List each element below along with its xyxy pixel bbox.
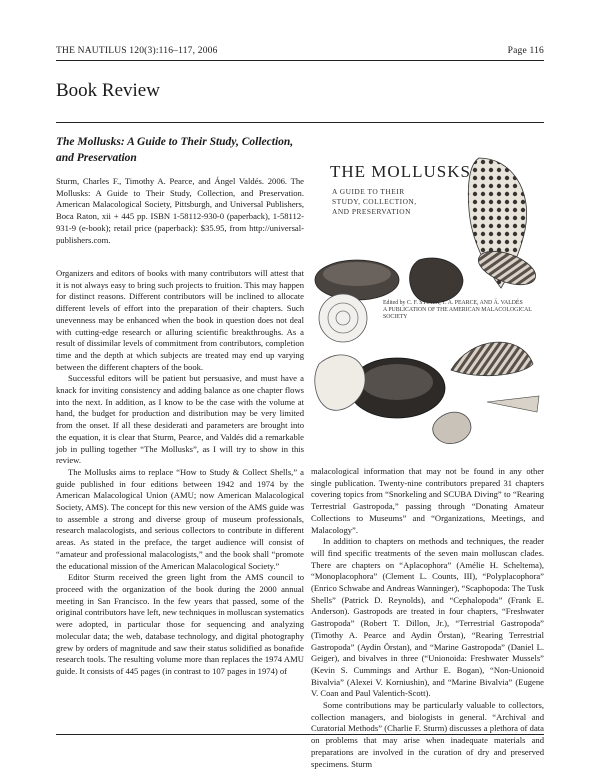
body-column-right <box>311 466 544 770</box>
body-column-left <box>56 268 304 678</box>
small-snail-icon <box>433 412 471 443</box>
cover-editors-line: Edited by C. F. STURM, T. A. PEARCE, AND Á. VALDÉS <box>383 300 523 306</box>
spiral-shell-icon <box>319 294 367 342</box>
paragraph-3: The Mollusks aims to replace “How to Study & Collect Shells,” a guide published in four editions between 1942 and 1974 by the American Malacological Union (AMU; now American Malacological Society, AMS). The concept for this new version of the AMS guide was to assemble a strong and diverse group of museum professionals, research malacologists, and serious collectors to contribute in different areas. As stated in the preface, the target audience will consist of “amateur and professional malacologists,” and the book shall “promote the educational mission of the American Malacological Society.” <box>56 466 304 571</box>
section-title: Book Review <box>56 80 160 101</box>
page-number: Page 116 <box>507 46 544 56</box>
paragraph-2: Successful editors will be patient but persuasive, and must have a knack for inviting consistency and adding balance as one chapter flows into the next. In addition, as I know to be the case with the volume at hand, the budget for production and distribution may be very limited from the onset. If all these desiderati and parameters are brought into the equation, it is clear that Sturm, Pearce, and Valdés did a remarkable job in pulling together “The Mollusks”, as I will try to show in this review. <box>56 373 304 466</box>
book-cover-image <box>311 150 544 456</box>
paragraph-4-continued: malacological information that may not be found in any other single publication. Twenty-nine contributors prepared 31 chapters covering topics from “Snorkeling and SCUBA Diving” to “Rearing Terrestrial Gastropoda,” passing through “Donating Amateur Collections to Museums” and “Organizations, Meetings, and Malacology”. <box>311 466 544 535</box>
header-rule <box>56 60 544 61</box>
footer-rule <box>56 734 544 735</box>
dark-clam-icon <box>410 258 463 303</box>
cover-subtitle: A GUIDE TO THEIR STUDY, COLLECTION, AND PRESERVATION <box>332 187 417 216</box>
book-title: The Mollusks: A Guide to Their Study, Collection, and Preservation <box>56 136 294 164</box>
cover-title: THE MOLLUSKS <box>330 162 471 181</box>
book-citation: Sturm, Charles F., Timothy A. Pearce, and Ángel Valdés. 2006. The Mollusks: A Guide to Their Study, Collection, and Preservation. American Malacological Society, Pittsburgh, and Universal Publishers, Boca Raton, xii + 445 pp. ISBN 1-58112-930-0 (paperback), 1-58112-931-9 (e-book); retail price (paperback): $35.95, from http://universal-publishers.com. <box>56 176 304 245</box>
scallop-shell-icon <box>451 342 533 376</box>
cover-editors <box>383 300 543 321</box>
running-header <box>56 44 544 60</box>
journal-citation: THE NAUTILUS 120(3):116–117, 2006 <box>56 46 218 56</box>
paragraph-6: Some contributions may be particularly valuable to collectors, collection managers, and biologists in general. “Archival and Curatorial Methods” (Charlie F. Sturm) discusses a plethora of data on problems that may arise when inadequate materials and preparations are involved in the curation of dry and preserved specimens. Sturm <box>311 700 544 769</box>
tusk-shell-icon <box>487 396 539 412</box>
paragraph-1: Organizers and editors of books with many contributors will attest that it is not always easy to bring such projects to fruition. This may happen for distinct reasons. Different contributors will be inclined to allocate different levels of effort into the preparation of their chapters. Such unevenness may be enhanced when the book in question does not deal with cutting-edge research or alluring scientific breakthroughs. As a result of dissimilar levels of commitment from contributors, completion time and the depth at which subjects are treated may end up varying between the different chapters of the book. <box>56 268 304 372</box>
section-rule <box>56 122 544 123</box>
cover-publisher-line: A PUBLICATION OF THE AMERICAN MALACOLOGICAL SOCIETY <box>383 307 532 320</box>
paragraph-4: Editor Sturm received the green light from the AMS council to proceed with the organization of the book during the 2000 annual meeting in San Francisco. In the few years that passed, some of the original contributors have left, new techniques in molluscan systematics were adopted, in particular those for sequencing and analyzing molecular data; the web, database technology, and digital photography grew by orders of magnitude and saw their status solidified as bonafide research tools. The resulting volume more than replaces the 1974 AMU guide. It consists of 445 pages (in contrast to 107 pages in 1974) of <box>56 572 304 676</box>
paragraph-5: In addition to chapters on methods and techniques, the reader will find specific treatments of the seven main molluscan clades. There are chapters on “Aplacophora” (Amélie H. Scheltema), “Monoplacophora” (Clement L. Counts, III), “Polyplacophora” (Enrico Schwabe and Andreas Wanninger), “Scaphopoda: The Tusk Shells” (Patrick D. Reynolds), and “Cephalopoda” (Frank E. Anderson). Gastropods are treated in four chapters, “Freshwater Gastropoda” (Robert T. Dillon, Jr.), “Terrestrial Gastropoda” (Timothy A. Pearce and Aydin Örstan), “Rearing Terrestrial Gastropoda” (Aydin Örstan), and “Marine Gastropoda” (Daniel L. Geiger), and bivalves in three (“Unionoida: Freshwater Mussels” (Kevin S. Cummings and Arthur E. Bogan), “Non-Unionoid Bivalvia” (Alexei V. Korniushin), and “Marine Bivalvia” (Eugene V. Coan and Paul Valentich-Scott). <box>311 536 544 699</box>
